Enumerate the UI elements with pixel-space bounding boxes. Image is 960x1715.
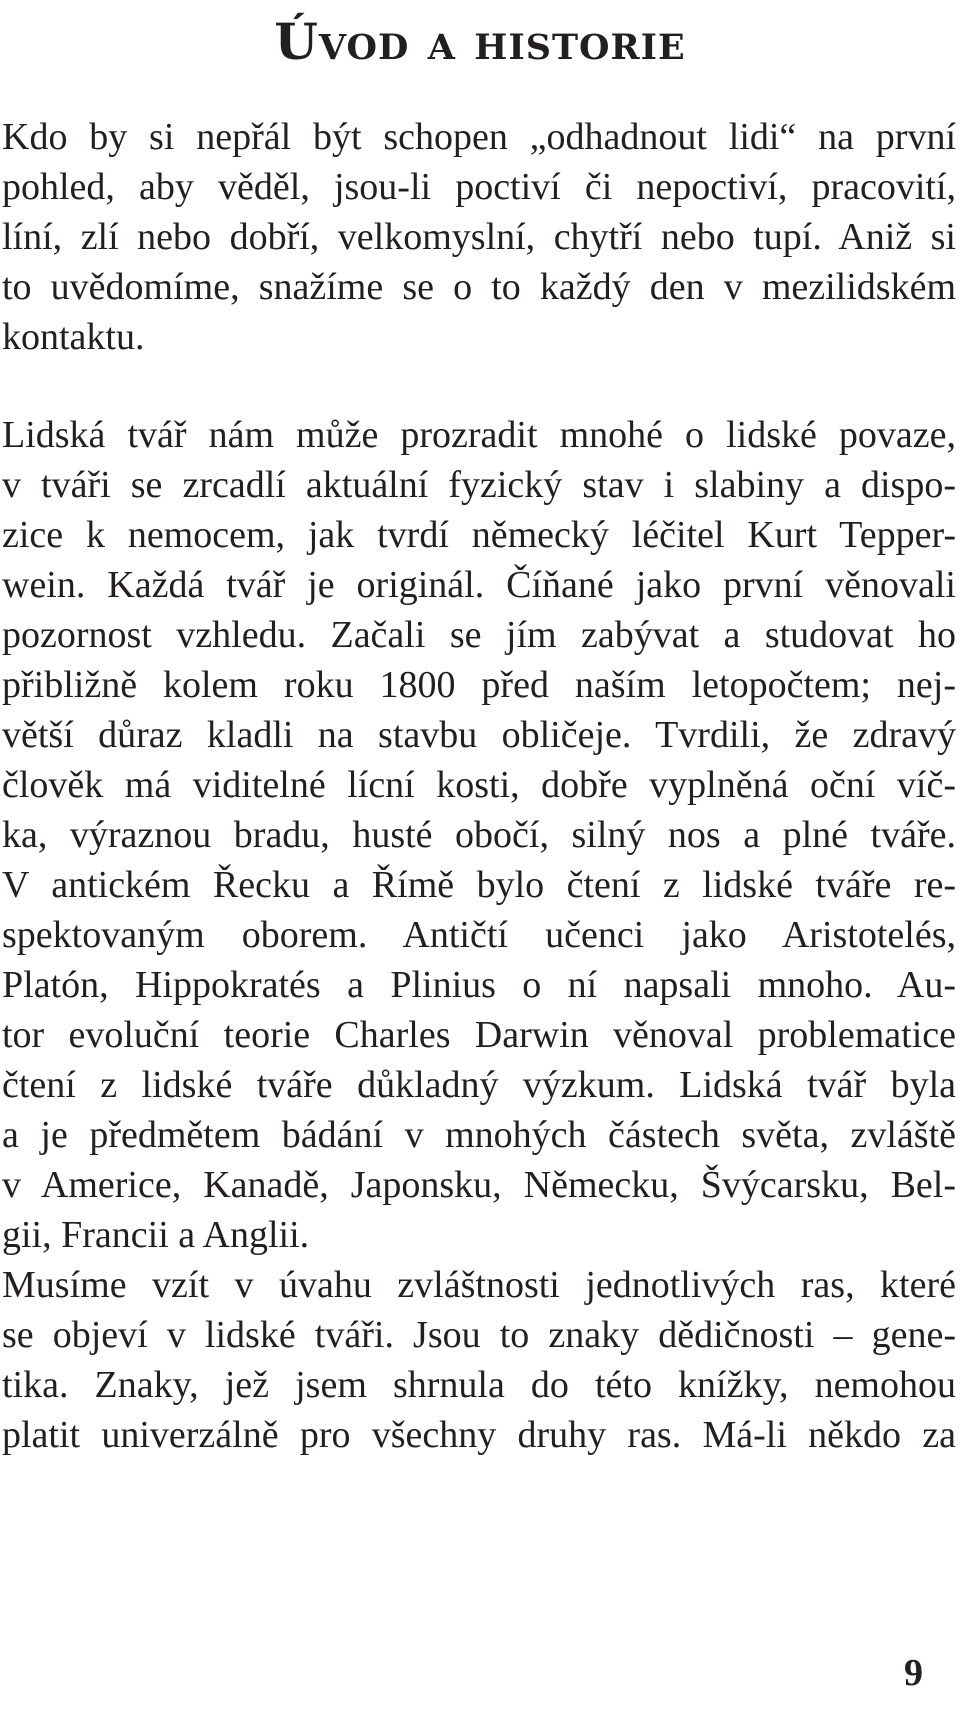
text-line: se objeví v lidské tváři. Jsou to znaky dědičnosti – gene- xyxy=(2,1314,956,1356)
text-line: tika. Znaky, jež jsem shrnula do této knížky, nemohou xyxy=(2,1364,956,1406)
text-line: Musíme vzít v úvahu zvláštnosti jednotlivých ras, které xyxy=(2,1264,956,1306)
text-line: v tváři se zrcadlí aktuální fyzický stav i slabiny a dispo- xyxy=(2,464,956,506)
text-line: V antickém Řecku a Římě bylo čtení z lidské tváře re- xyxy=(2,864,956,906)
text-line: ka, výraznou bradu, husté obočí, silný nos a plné tváře. xyxy=(2,814,956,856)
text-line: a je předmětem bádání v mnohých částech světa, zvláště xyxy=(2,1114,956,1156)
text-line: tor evoluční teorie Charles Darwin věnoval problematice xyxy=(2,1014,956,1056)
text-line: kontaktu. xyxy=(2,316,145,358)
text-line: platit univerzálně pro všechny druhy ras. Má-li někdo za xyxy=(2,1414,956,1456)
text-line: Lidská tvář nám může prozradit mnohé o lidské povaze, xyxy=(2,414,956,456)
text-line: líní, zlí nebo dobří, velkomyslní, chytří nebo tupí. Aniž si xyxy=(2,216,956,258)
page-number: 9 xyxy=(904,1652,923,1694)
text-line: pozornost vzhledu. Začali se jím zabývat a studovat ho xyxy=(2,614,956,656)
text-line: pohled, aby věděl, jsou-li poctiví či nepoctiví, pracovití, xyxy=(2,166,956,208)
text-line: zice k nemocem, jak tvrdí německý léčitel Kurt Tepper- xyxy=(2,514,956,556)
text-line: Platón, Hippokratés a Plinius o ní napsali mnoho. Au- xyxy=(2,964,956,1006)
text-line: přibližně kolem roku 1800 před naším letopočtem; nej- xyxy=(2,664,956,706)
text-line: Kdo by si nepřál být schopen „odhadnout lidi“ na první xyxy=(2,116,956,158)
text-line: spektovaným oborem. Antičtí učenci jako Aristotelés, xyxy=(2,914,956,956)
text-line: čtení z lidské tváře důkladný výzkum. Lidská tvář byla xyxy=(2,1064,956,1106)
text-line: větší důraz kladli na stavbu obličeje. Tvrdili, že zdravý xyxy=(2,714,956,756)
text-line: gii, Francii a Anglii. xyxy=(2,1214,310,1256)
text-line: v Americe, Kanadě, Japonsku, Německu, Švýcarsku, Bel- xyxy=(2,1164,956,1206)
text-line: člověk má viditelné lícní kosti, dobře vyplněná oční víč- xyxy=(2,764,956,806)
text-line: to uvědomíme, snažíme se o to každý den v mezilidském xyxy=(2,266,956,308)
text-line: wein. Každá tvář je originál. Číňané jako první věnovali xyxy=(2,564,956,606)
chapter-title: Úvod a historie xyxy=(274,12,686,71)
